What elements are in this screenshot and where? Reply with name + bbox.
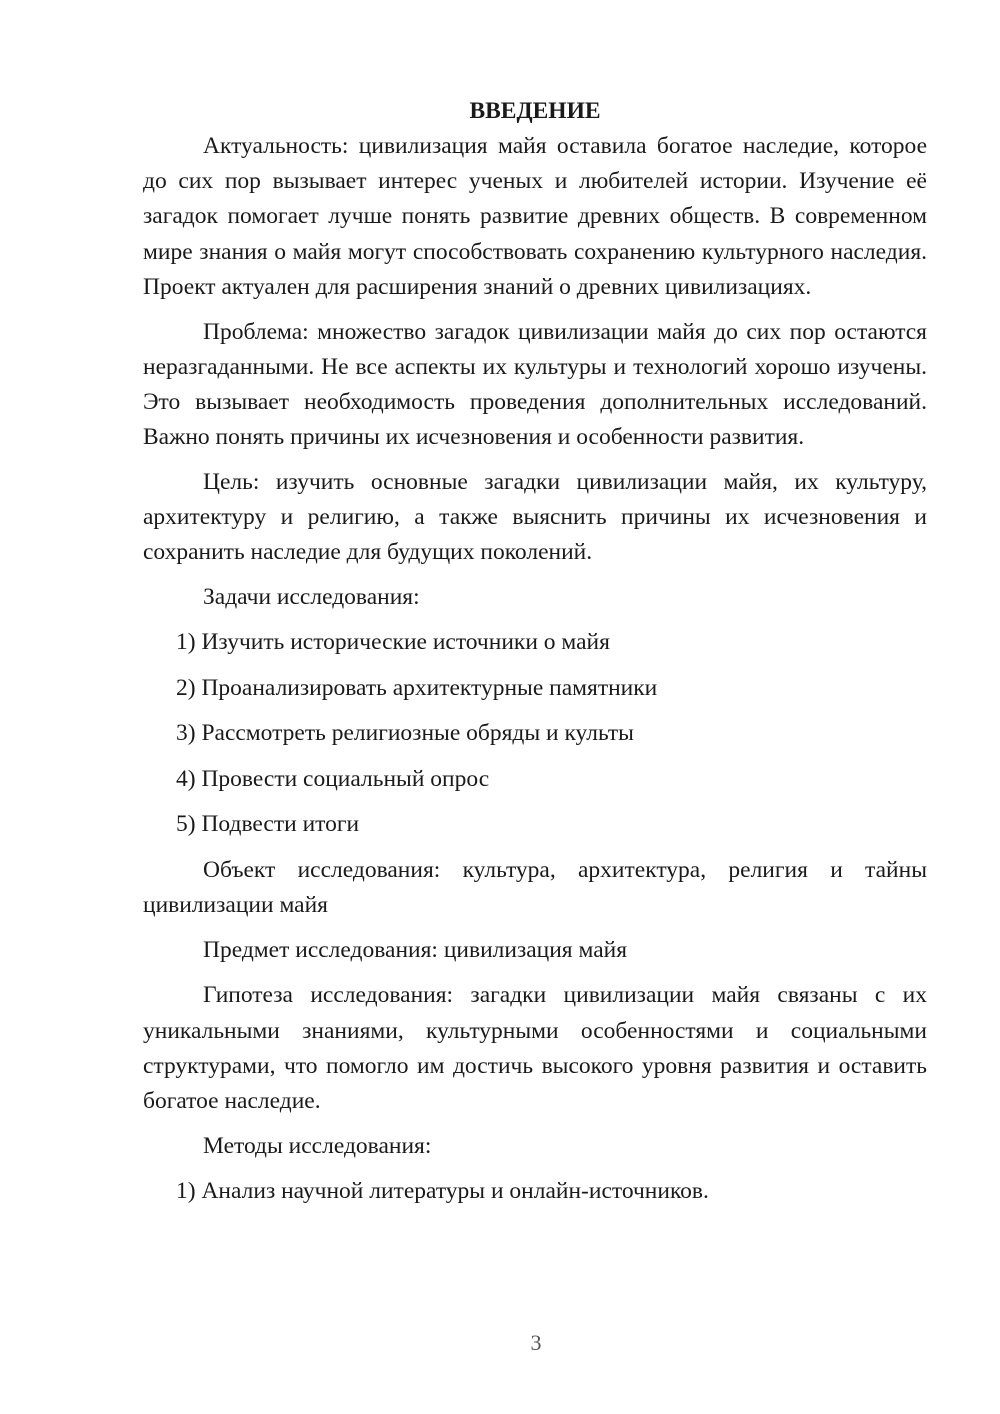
relevance-paragraph: Актуальность: цивилизация майя оставила богатое наследие, которое до сих пор вызывает интерес ученых и любителей истории. Изучение её загадок помогает лучше понять развитие древних обществ. В современном мире знания о майя могут способствовать сохранению культурного наследия. Проект актуален для расширения знаний о древних цивилизациях. bbox=[143, 133, 927, 300]
subject-paragraph: Предмет исследования: цивилизация майя bbox=[203, 936, 628, 963]
page-number: 3 bbox=[530, 1330, 542, 1355]
page-content bbox=[143, 94, 927, 1220]
page-title: ВВЕДЕНИЕ bbox=[469, 98, 601, 124]
task-item-3: 3) Рассмотреть религиозные обряды и культы bbox=[176, 720, 634, 747]
task-item-1: 1) Изучить исторические источники о майя bbox=[176, 629, 610, 656]
goal-paragraph: Цель: изучить основные загадки цивилизации майя, их культуру, архитектуру и религию, а также выяснить причины их исчезновения и сохранить наследие для будущих поколений. bbox=[143, 468, 927, 566]
task-item-5: 5) Подвести итоги bbox=[176, 811, 360, 838]
task-item-2: 2) Проанализировать архитектурные памятники bbox=[176, 674, 658, 701]
hypothesis-paragraph: Гипотеза исследования: загадки цивилизации майя связаны с их уникальными знаниями, культурными особенностями и социальными структурами, что помогло им достичь высокого уровня развития и оставить богатое наследие. bbox=[143, 982, 927, 1114]
tasks-heading: Задачи исследования: bbox=[203, 583, 420, 610]
method-item-1: 1) Анализ научной литературы и онлайн-источников. bbox=[176, 1178, 709, 1205]
task-item-4: 4) Провести социальный опрос bbox=[176, 765, 490, 792]
methods-heading: Методы исследования: bbox=[203, 1132, 432, 1159]
object-paragraph: Объект исследования: культура, архитектура, религия и тайны цивилизации майя bbox=[143, 856, 927, 919]
problem-paragraph: Проблема: множество загадок цивилизации майя до сих пор остаются неразгаданными. Не все аспекты их культуры и технологий хорошо изучены. Это вызывает необходимость проведения дополнительных исследований. Важно понять причины их исчезновения и особенности развития. bbox=[143, 318, 927, 451]
